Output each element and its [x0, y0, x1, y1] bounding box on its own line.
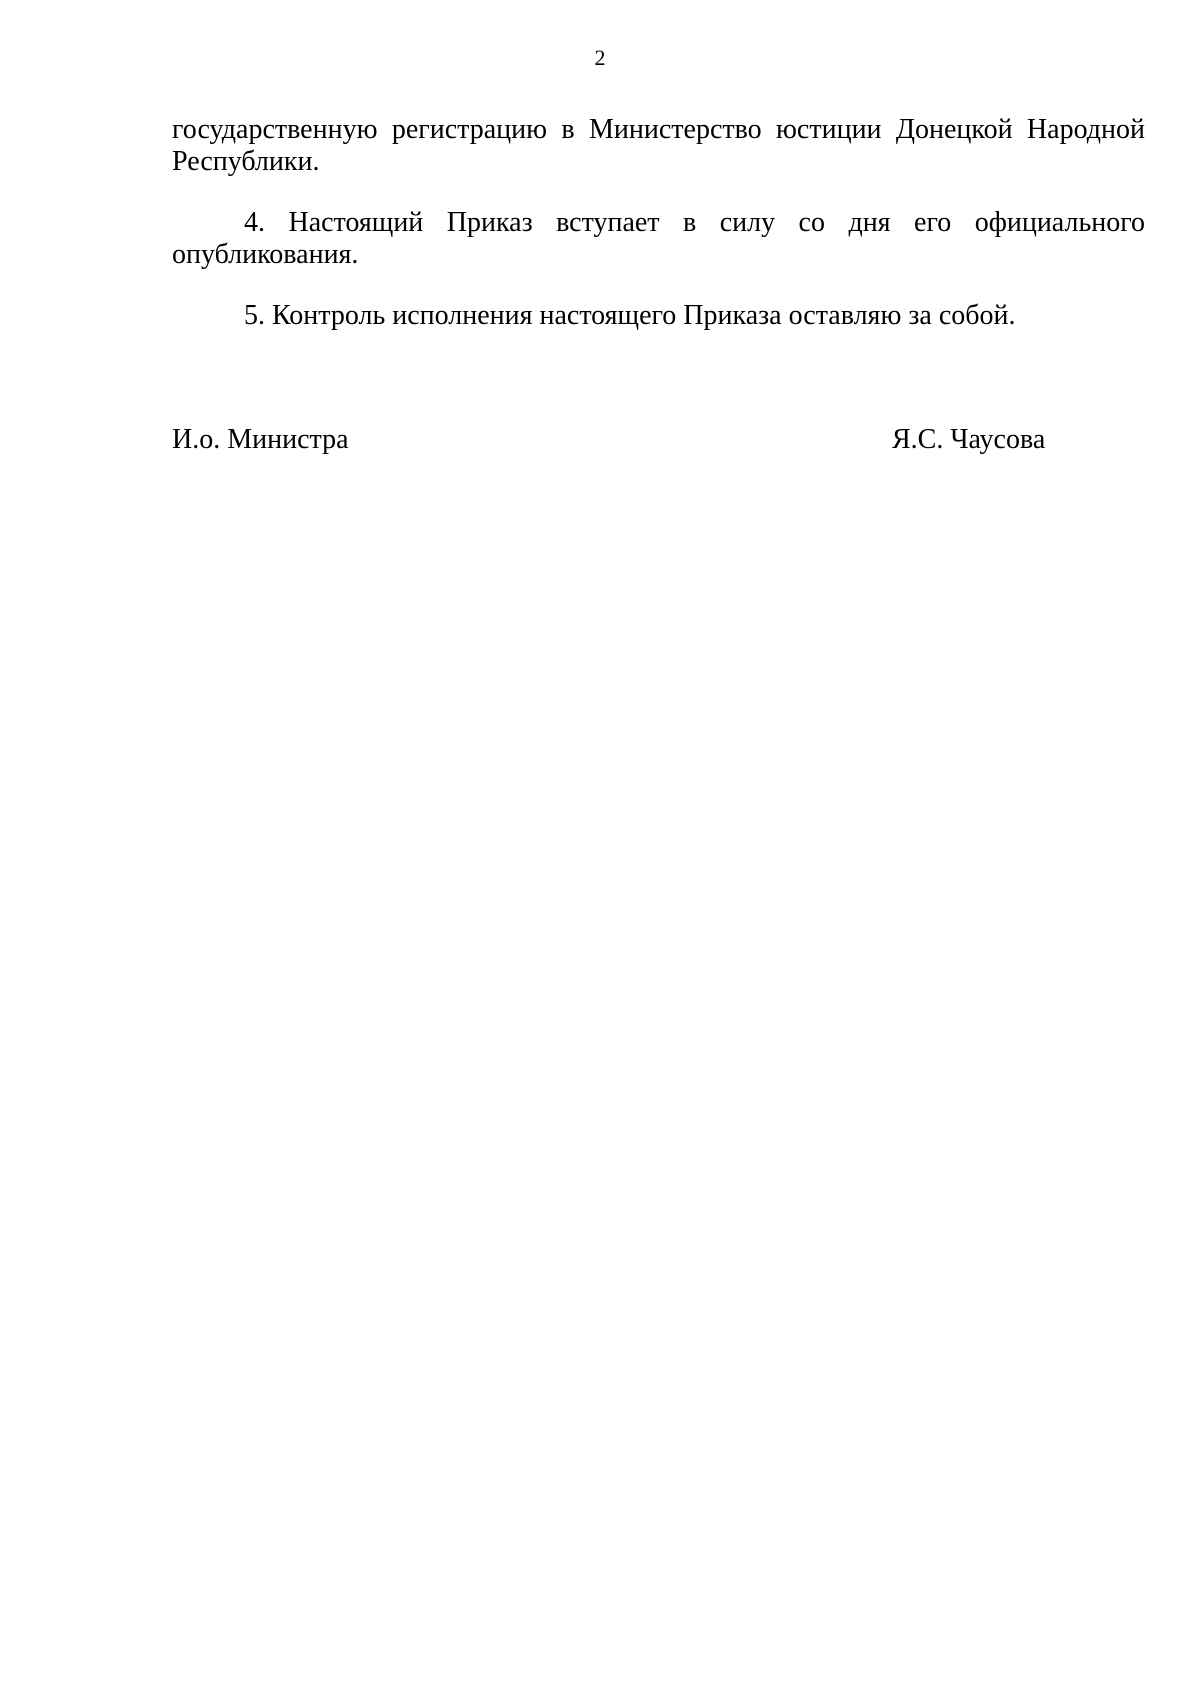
paragraph-registration: государственную регистрацию в Министерство юстиции Донецкой Народной Республики.	[172, 114, 1145, 177]
page-number: 2	[594, 45, 606, 70]
signatory-position: И.о. Министра	[172, 424, 349, 455]
paragraph-item-4: 4. Настоящий Приказ вступает в силу со дня его официального опубликования.	[172, 207, 1145, 270]
signatory-name: Я.С. Чаусова	[892, 424, 1046, 455]
paragraph-item-5: 5. Контроль исполнения настоящего Приказа оставляю за собой.	[244, 300, 1016, 331]
